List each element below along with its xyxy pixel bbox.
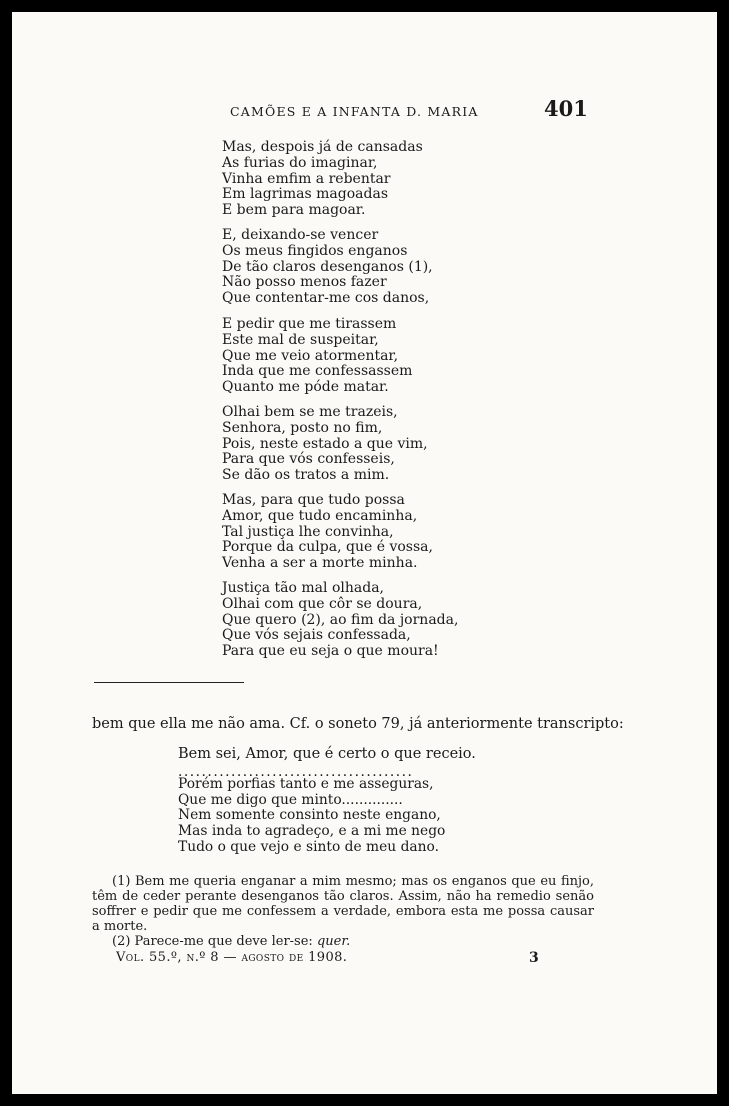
quote-line: Porém porfias tanto e me asseguras, <box>178 775 434 792</box>
quote-line: Tudo o que vejo e sinto de meu dano. <box>178 838 439 855</box>
verse-line: Não posso menos fazer <box>222 274 387 291</box>
stanza-6 <box>222 581 458 660</box>
stanza-4 <box>222 405 428 484</box>
quote-line: Nem somente consinto neste engano, <box>178 807 441 824</box>
verse-line: Se dão os tratos a mim. <box>222 467 390 484</box>
verse-line: E bem para magoar. <box>222 202 366 219</box>
verse-line: Inda que me confessassem <box>222 363 413 380</box>
verse-line: Olhai bem se me trazeis, <box>222 404 398 420</box>
quote-line: Bem sei, Amor, que é certo o que receio. <box>178 746 476 762</box>
verse-line: Senhora, posto no fim, <box>222 419 383 436</box>
verse-line: Tal justiça lhe convinha, <box>222 523 394 540</box>
verse-line: Justiça tão mal olhada, <box>222 580 384 596</box>
volume-line: Vol. 55.º, n.º 8 — agosto de 1908. <box>116 950 348 965</box>
verse-line: Venha a ser a morte minha. <box>222 555 418 572</box>
page-number: 401 <box>544 96 588 121</box>
verse-line: Pois, neste estado a que vim, <box>222 435 428 452</box>
footnote-separator <box>94 682 244 683</box>
verse-line: Que me veio atormentar, <box>222 347 399 364</box>
verse-line: Vinha emfim a rebentar <box>222 170 391 187</box>
verse-line: Que quero (2), ao fim da jornada, <box>222 611 459 628</box>
stanza-1 <box>222 140 423 219</box>
verse-line: Que contentar-me cos danos, <box>222 290 430 307</box>
verse-line: De tão claros desenganos (1), <box>222 258 433 275</box>
note-intro: bem que ella me não ama. Cf. o soneto 79, já anteriormente transcripto: <box>92 716 624 732</box>
document-page <box>12 12 717 1094</box>
verse-line: Mas, despois já de cansadas <box>222 139 423 155</box>
stanza-3 <box>222 317 412 396</box>
verse-line: Olhai com que côr se doura, <box>222 595 423 612</box>
verse-line: Que vós sejais confessada, <box>222 627 411 644</box>
verse-line: Porque da culpa, que é vossa, <box>222 539 433 556</box>
verse-line: Para que eu seja o que moura! <box>222 643 439 660</box>
quote-line: Mas inda to agradeço, e a mi me nego <box>178 823 446 840</box>
footnote-2-text: (2) Parece-me que deve ler-se: <box>112 934 313 949</box>
verse-line: Os meus fingidos enganos <box>222 242 408 259</box>
footnote-2-word: quer. <box>316 934 351 949</box>
verse-line: Mas, para que tudo possa <box>222 492 405 508</box>
verse-line: E pedir que me tirassem <box>222 316 397 332</box>
verse-line: Amor, que tudo encaminha, <box>222 507 418 524</box>
running-title: CAMÕES E A INFANTA D. MARIA <box>230 104 479 119</box>
stanza-5 <box>222 493 433 572</box>
sonnet-quote <box>178 747 476 856</box>
verse-line: Para que vós confesseis, <box>222 451 395 468</box>
verse-line: Este mal de suspeitar, <box>222 331 379 348</box>
verse-line: Em lagrimas magoadas <box>222 186 389 203</box>
quote-line: Que me digo que minto.............. <box>178 791 403 808</box>
ellipsis-line: ........................................ <box>178 763 414 780</box>
stanza-2 <box>222 228 433 307</box>
footnote-2 <box>92 934 594 949</box>
footnote-1: (1) Bem me queria enganar a mim mesmo; mas os enganos que eu finjo, têm de ceder perante desenganos tão claros. Assim, não ha remedio senão soffrer e pedir que me confessem a verdade, embora esta me possa causar a morte. <box>92 874 594 934</box>
signature-mark: 3 <box>529 950 539 966</box>
verse-line: Quanto me póde matar. <box>222 379 389 396</box>
footnotes <box>92 874 594 949</box>
verse-line: As furias do imaginar, <box>222 154 378 171</box>
verse-line: E, deixando-se vencer <box>222 227 379 243</box>
